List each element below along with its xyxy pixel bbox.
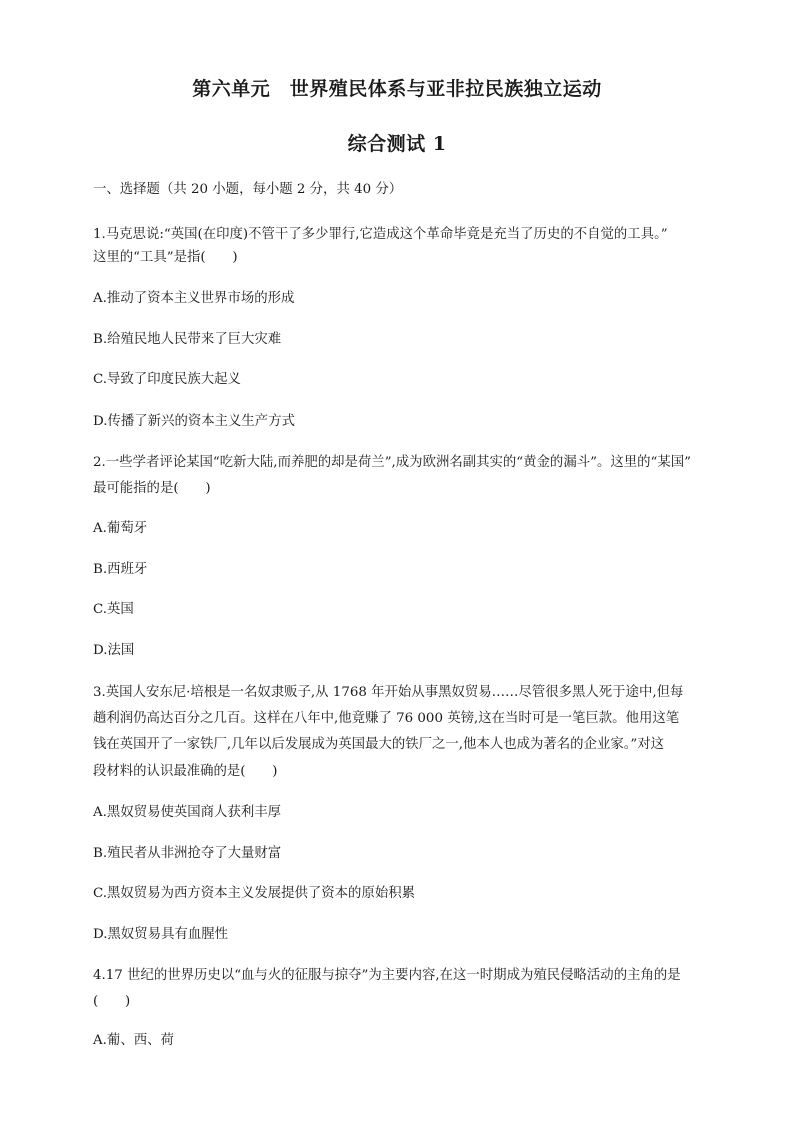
question-3-option-c: C.黑奴贸易为西方资本主义发展提供了资本的原始积累 <box>93 886 416 901</box>
question-1-option-d: D.传播了新兴的资本主义生产方式 <box>93 414 295 429</box>
question-3-line-4: 段材料的认识最准确的是( ) <box>93 764 278 779</box>
question-1-option-c: C.导致了印度民族大起义 <box>93 372 241 387</box>
section-heading: 一、选择题（共 20 小题，每小题 2 分，共 40 分） <box>93 182 403 197</box>
question-1-option-b: B.给殖民地人民带来了巨大灾难 <box>93 332 282 347</box>
question-1-line-1: 1.马克思说:“英国(在印度)不管干了多少罪行,它造成这个革命毕竟是充当了历史的不自觉的工具。” <box>93 227 668 242</box>
question-2-option-b: B.西班牙 <box>93 562 148 577</box>
question-2-line-1: 2.一些学者评论某国“吃新大陆,而养肥的却是荷兰”,成为欧洲名副其实的“黄金的漏斗”。这里的“某国” <box>93 455 691 470</box>
question-3-line-2: 趟利润仍高达百分之几百。这样在八年中,他竟赚了 76 000 英镑,这在当时可是一笔巨款。他用这笔 <box>93 711 680 726</box>
question-1-line-2: 这里的“工具”是指( ) <box>93 250 238 265</box>
question-3-option-a: A.黑奴贸易使英国商人获利丰厚 <box>93 805 282 820</box>
question-2-option-c: C.英国 <box>93 602 134 617</box>
page-title: 第六单元 世界殖民体系与亚非拉民族独立运动 <box>192 78 602 100</box>
question-3-line-3: 钱在英国开了一家铁厂,几年以后发展成为英国最大的铁厂之一,他本人也成为著名的企业家。”对这 <box>93 737 665 752</box>
question-2-option-d: D.法国 <box>93 643 135 658</box>
question-3-option-b: B.殖民者从非洲抢夺了大量财富 <box>93 846 282 861</box>
question-2-line-2: 最可能指的是( ) <box>93 481 211 496</box>
question-2-option-a: A.葡萄牙 <box>93 521 148 536</box>
page-subtitle: 综合测试 1 <box>347 133 447 155</box>
question-3-option-d: D.黑奴贸易具有血腥性 <box>93 927 229 942</box>
question-1-option-a: A.推动了资本主义世界市场的形成 <box>93 291 295 306</box>
question-4-line-2: ( ) <box>93 994 131 1009</box>
question-4-option-a: A.葡、西、荷 <box>93 1033 174 1048</box>
question-4-line-1: 4.17 世纪的世界历史以“血与火的征服与掠夺”为主要内容,在这一时期成为殖民侵略活动的主角的是 <box>93 968 681 983</box>
question-3-line-1: 3.英国人安东尼·培根是一名奴隶贩子,从 1768 年开始从事黑奴贸易……尽管很多黑人死于途中,但每 <box>93 685 684 700</box>
